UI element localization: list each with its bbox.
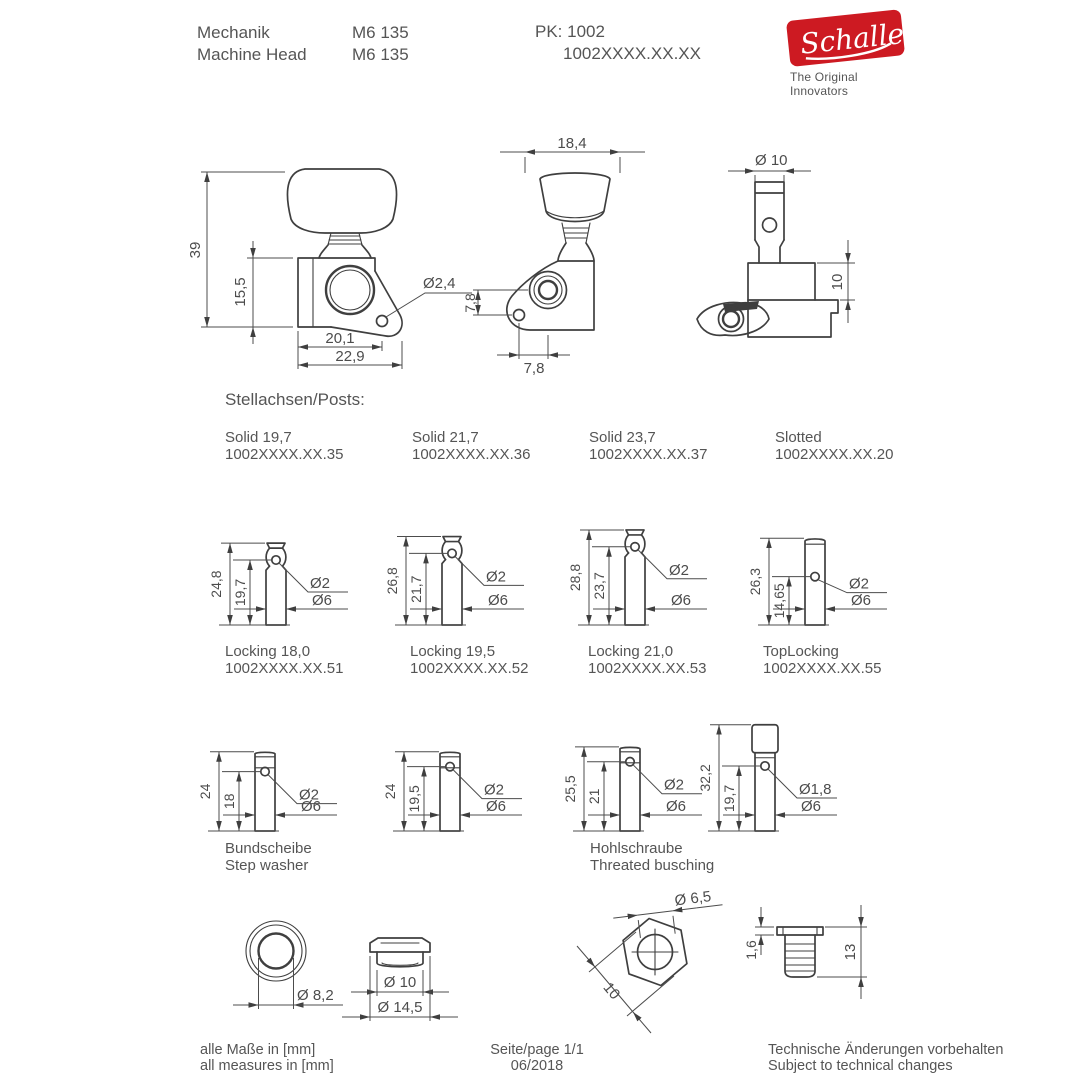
dim-front-hole-spacing: 7,8 xyxy=(523,360,545,377)
dim-post-hole: Ø1,8 xyxy=(799,780,832,798)
footer-notice xyxy=(768,1042,1003,1074)
order-code: 1002XXXX.XX.XX xyxy=(563,44,701,63)
dim-post-inner: 19,7 xyxy=(721,784,737,813)
part-label-de: Mechanik xyxy=(197,23,270,42)
bushing-label-en: Threated busching xyxy=(590,857,715,874)
post-drawing xyxy=(175,693,360,845)
dim-post-inner: 18 xyxy=(221,793,237,810)
footer-notice-de: Technische Änderungen vorbehalten xyxy=(768,1042,1004,1058)
post-code: 1002XXXX.XX.35 xyxy=(225,446,344,463)
dim-side-overall: 39 xyxy=(187,241,204,259)
dim-post-shaft: Ø6 xyxy=(671,592,692,609)
dim-post-total: 26,3 xyxy=(747,567,763,596)
dim-post-total: 28,8 xyxy=(567,563,583,592)
post-code: 1002XXXX.XX.55 xyxy=(763,660,882,677)
footer-units xyxy=(200,1042,334,1074)
dim-post-shaft: Ø6 xyxy=(666,798,687,815)
part-label-en: Machine Head xyxy=(197,45,307,64)
dim-post-total: 24 xyxy=(197,783,213,800)
dim-post-total: 26,8 xyxy=(384,567,400,595)
dim-post-shaft: Ø6 xyxy=(301,798,322,815)
dim-post-shaft: Ø6 xyxy=(801,798,822,815)
dim-post-hole: Ø2 xyxy=(669,561,690,579)
washer-label-de: Bundscheibe xyxy=(225,840,312,857)
dim-washer-flange: Ø 14,5 xyxy=(377,999,423,1016)
post-label xyxy=(589,429,707,463)
post-name: Locking 19,5 xyxy=(410,643,496,660)
dim-post-hole: Ø2 xyxy=(484,781,505,799)
dim-post-total: 32,2 xyxy=(697,764,713,792)
logo-brand-text: Schaller xyxy=(798,15,919,61)
post-name: Solid 21,7 xyxy=(412,429,479,446)
footer-page xyxy=(457,1042,617,1074)
dim-post-inner: 21,7 xyxy=(408,575,424,603)
dim-post-shaft: Ø6 xyxy=(488,592,509,609)
post-label xyxy=(225,429,343,463)
post-code: 1002XXXX.XX.52 xyxy=(410,660,529,677)
dim-post-shaft: Ø6 xyxy=(851,592,872,609)
post-code: 1002XXXX.XX.53 xyxy=(588,660,707,677)
post-code: 1002XXXX.XX.36 xyxy=(412,446,531,463)
post-code: 1002XXXX.XX.37 xyxy=(589,446,708,463)
dim-top-post-dia: Ø 10 xyxy=(755,152,788,169)
dim-side-housing: 15,5 xyxy=(232,277,249,307)
dim-front-button-width: 18,4 xyxy=(557,135,587,152)
footer-date: 06/2018 xyxy=(510,1058,564,1074)
pk-number: PK: 1002 xyxy=(535,22,605,41)
post-drawing xyxy=(725,487,910,639)
post-drawing xyxy=(545,487,730,639)
dim-post-total: 24,8 xyxy=(208,570,224,598)
posts-heading: Stellachsen/Posts: xyxy=(225,390,365,409)
schaller-logo xyxy=(780,8,919,98)
post-drawing xyxy=(362,487,547,639)
dim-post-total: 25,5 xyxy=(562,775,578,803)
footer-notice-en: Subject to technical changes xyxy=(768,1058,953,1074)
dim-bushing-bore: Ø 6,5 xyxy=(673,888,713,910)
dim-post-inner: 19,5 xyxy=(406,785,422,813)
dim-post-inner: 21 xyxy=(586,788,602,805)
dim-washer-body: Ø 10 xyxy=(383,974,417,991)
post-label xyxy=(588,643,706,677)
dim-post-shaft: Ø6 xyxy=(486,798,507,815)
model-en: M6 135 xyxy=(352,45,409,64)
dim-post-inner: 23,7 xyxy=(591,572,607,600)
dim-post-hole: Ø2 xyxy=(486,568,507,586)
post-label xyxy=(763,643,881,677)
post-label xyxy=(412,429,530,463)
dim-washer-bore: Ø 8,2 xyxy=(297,987,334,1004)
post-name: Locking 18,0 xyxy=(225,643,311,660)
post-code: 1002XXXX.XX.51 xyxy=(225,660,344,677)
dim-post-hole: Ø2 xyxy=(299,786,320,804)
dim-post-total: 24 xyxy=(382,783,398,800)
post-label xyxy=(410,643,528,677)
post-drawing xyxy=(675,693,860,845)
side-view-drawing xyxy=(185,145,475,380)
dim-post-inner: 14,65 xyxy=(771,583,787,619)
front-view-drawing xyxy=(462,135,695,380)
post-name: Locking 21,0 xyxy=(588,643,674,660)
post-drawing xyxy=(360,693,545,845)
dim-post-shaft: Ø6 xyxy=(312,592,333,609)
washer-label-en: Step washer xyxy=(225,857,309,874)
footer-units-de: alle Maße in [mm] xyxy=(200,1042,316,1058)
dim-front-hole-offset: 7,8 xyxy=(462,293,478,313)
dim-top-housing-depth: 10 xyxy=(829,273,846,291)
dim-side-screw-hole: Ø2,4 xyxy=(423,275,456,292)
post-label xyxy=(775,429,893,463)
post-name: TopLocking xyxy=(763,643,839,660)
footer-units-en: all measures in [mm] xyxy=(200,1058,334,1074)
model-de: M6 135 xyxy=(352,23,409,42)
post-name: Solid 19,7 xyxy=(225,429,292,446)
washer-drawing xyxy=(195,890,460,1035)
bushing-label-de: Hohlschraube xyxy=(590,840,683,857)
post-code: 1002XXXX.XX.20 xyxy=(775,446,894,463)
logo-tagline: The Original Innovators xyxy=(790,70,858,98)
dim-post-hole: Ø2 xyxy=(849,575,870,593)
dim-side-width-outer: 22,9 xyxy=(335,348,365,365)
bushing-label xyxy=(590,840,714,874)
dim-side-width-inner: 20,1 xyxy=(325,330,355,347)
bushing-drawing xyxy=(575,880,900,1040)
post-name: Solid 23,7 xyxy=(589,429,656,446)
dim-post-hole: Ø2 xyxy=(664,776,685,794)
dim-bushing-height: 13 xyxy=(842,943,859,961)
post-drawing xyxy=(186,487,371,639)
top-view-drawing xyxy=(703,135,915,355)
dim-post-inner: 19,7 xyxy=(232,578,248,607)
washer-label xyxy=(225,840,312,874)
header-title-block xyxy=(197,22,409,66)
post-name: Slotted xyxy=(775,429,822,446)
dim-post-hole: Ø2 xyxy=(310,574,331,592)
dim-bushing-flange-t: 1,6 xyxy=(743,940,759,960)
dim-bushing-hex-af: 10 xyxy=(599,979,624,1003)
footer-page-number: Seite/page 1/1 xyxy=(490,1042,584,1058)
post-label xyxy=(225,643,343,677)
